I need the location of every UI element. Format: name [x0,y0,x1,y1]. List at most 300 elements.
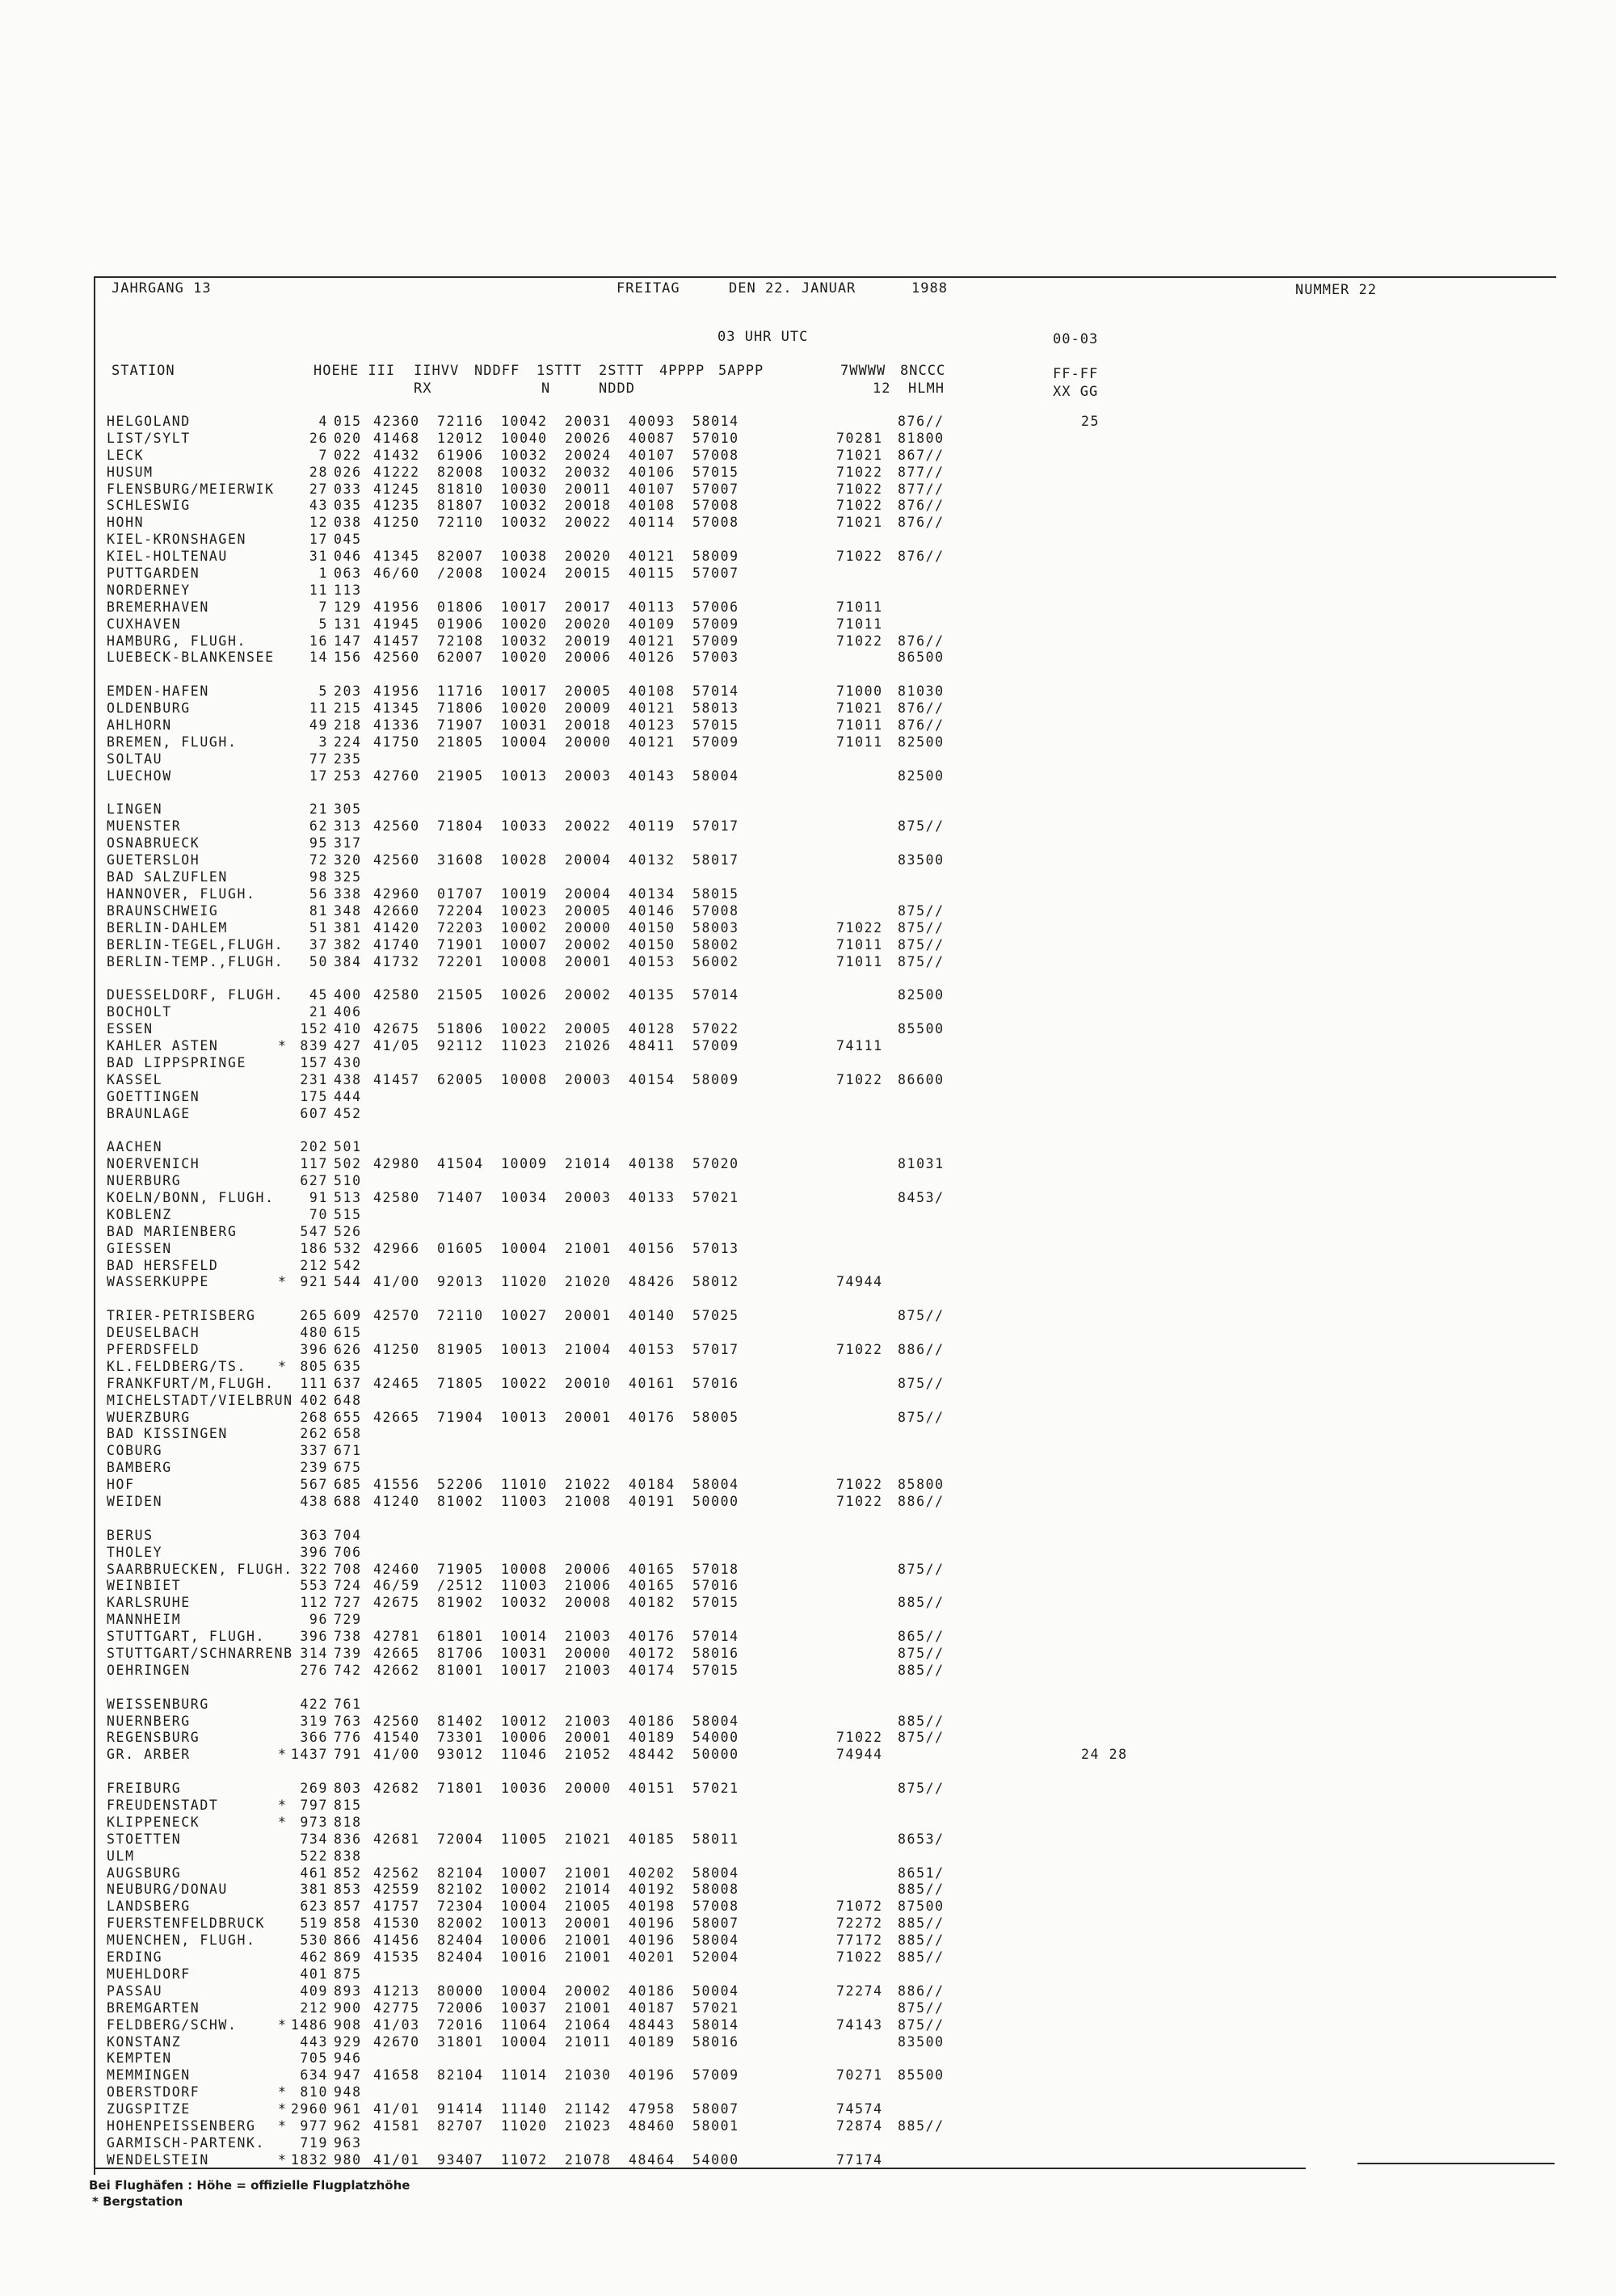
table-row [107,1578,1480,1595]
4pppp-value: 40176 [629,1629,675,1645]
5appp-value: 50004 [692,1983,739,1999]
8nccc-value: 82500 [898,987,945,1003]
1sttt-value: 10002 [501,919,548,936]
2sttt-value: 21006 [565,1578,612,1594]
nddff-value: 72110 [437,515,484,531]
4pppp-value: 40191 [629,1494,675,1509]
station-id: 544 [334,1274,362,1290]
2sttt-value: 20006 [565,1561,612,1577]
table-row [107,465,1480,481]
table-row [107,1899,1480,1915]
7wwww-value: 71000 [836,683,883,700]
1sttt-value: 10022 [501,1375,548,1391]
5appp-value: 58011 [692,1831,739,1847]
table-row [107,903,1480,920]
iihvv-value: 41956 [373,683,420,700]
station-name: BREMEN, FLUGH. [107,734,238,750]
5appp-value: 57014 [692,987,739,1003]
station-name: WASSERKUPPE [107,1274,209,1290]
station-name: DEUSELBACH [107,1325,200,1341]
station-name: TRIER-PETRISBERG [107,1308,256,1324]
station-id: 510 [334,1173,362,1189]
hoehe-value: 734 [300,1831,328,1847]
hoehe-value: 805 [300,1358,328,1374]
weekday: FREITAG [617,280,680,296]
2sttt-value: 21003 [565,1662,612,1678]
station-id: 338 [334,885,362,902]
station-name: BAMBERG [107,1460,172,1476]
nddff-value: 72110 [437,1308,484,1324]
2sttt-value: 21078 [565,2151,612,2168]
7wwww-value: 72874 [836,2117,883,2134]
2sttt-value: 21001 [565,1865,612,1881]
station-id: 532 [334,1240,362,1256]
7wwww-value: 74944 [836,1747,883,1763]
5appp-value: 57022 [692,1021,739,1037]
8nccc-value: 877// [898,481,945,497]
station-id: 501 [334,1139,362,1155]
table-row [107,1932,1480,1949]
station-id: 838 [334,1848,362,1864]
iihvv-value: 42966 [373,1240,420,1256]
4pppp-value: 48443 [629,2016,675,2033]
7wwww-value: 71022 [836,481,883,497]
7wwww-value: 74574 [836,2101,883,2117]
iihvv-value: 42781 [373,1629,420,1645]
iihvv-value: 42775 [373,2000,420,2016]
2sttt-value: 20010 [565,1375,612,1391]
5appp-value: 50000 [692,1747,739,1763]
table-row [107,2101,1480,2118]
table-row [107,1562,1480,1579]
1sttt-value: 10032 [501,1595,548,1611]
iihvv-value: 42460 [373,1561,420,1577]
8nccc-value: 875// [898,936,945,952]
table-row [107,2034,1480,2051]
nddff-value: /2512 [437,1578,484,1594]
1sttt-value: 10012 [501,1713,548,1729]
hoehe-value: 31 [309,549,328,565]
station-name: THOLEY [107,1544,163,1560]
mountain-marker: * [278,1814,288,1830]
hoehe-value: 396 [300,1341,328,1357]
1sttt-value: 10040 [501,430,548,446]
4pppp-value: 40126 [629,650,675,666]
iihvv-value: 42681 [373,1831,420,1847]
8nccc-value: 885// [898,1713,945,1729]
station-id: 305 [334,801,362,818]
station-name: BERLIN-DAHLEM [107,919,228,936]
table-row [107,1798,1480,1815]
5appp-value: 54000 [692,2151,739,2168]
4pppp-value: 48460 [629,2117,675,2134]
hoehe-value: 4 [318,414,328,429]
iihvv-value: 41/01 [373,2151,420,2168]
4pppp-value: 40189 [629,2033,675,2050]
8nccc-value: 876// [898,414,945,429]
5appp-value: 57013 [692,1240,739,1256]
nddff-value: 82008 [437,464,484,480]
iihvv-value: 41535 [373,1949,420,1966]
station-id: 635 [334,1358,362,1374]
mountain-marker: * [278,1358,288,1374]
station-name: NUERNBERG [107,1713,191,1729]
hoehe-value: 797 [300,1798,328,1814]
1sttt-value: 10004 [501,1899,548,1915]
nddff-value: 31608 [437,852,484,868]
station-name: HANNOVER, FLUGH. [107,885,256,902]
2sttt-value: 21003 [565,1629,612,1645]
hoehe-value: 12 [309,515,328,531]
hoehe-value: 262 [300,1426,328,1442]
hoehe-value: 381 [300,1882,328,1898]
station-id: 348 [334,902,362,919]
nddff-value: 82404 [437,1932,484,1949]
1sttt-value: 10032 [501,498,548,514]
hoehe-value: 212 [300,1257,328,1273]
table-row [107,1966,1480,1983]
1sttt-value: 11005 [501,1831,548,1847]
station-name: LECK [107,447,145,463]
station-name: BERUS [107,1527,154,1543]
table-row [107,1325,1480,1342]
station-name: FLENSBURG/MEIERWIK [107,481,275,497]
station-name: OEHRINGEN [107,1662,191,1678]
nddff-value: 82104 [437,2067,484,2084]
table-row [107,1410,1480,1427]
station-id: 063 [334,566,362,582]
col-station: STATION [112,363,175,379]
table-row [107,1139,1480,1156]
1sttt-value: 10038 [501,549,548,565]
station-name: SAARBRUECKEN, FLUGH. [107,1561,293,1577]
ff-value: 25 [1081,414,1100,429]
1sttt-value: 10024 [501,566,548,582]
col-5appp: 5APPP [718,363,764,379]
hoehe-value: 98 [309,869,328,885]
5appp-value: 58015 [692,885,739,902]
hoehe-value: 438 [300,1494,328,1509]
2sttt-value: 21022 [565,1477,612,1493]
hoehe-value: 45 [309,987,328,1003]
1sttt-value: 10026 [501,987,548,1003]
1sttt-value: 10032 [501,447,548,463]
station-id: 980 [334,2151,362,2168]
7wwww-value: 71022 [836,1071,883,1087]
5appp-value: 58014 [692,414,739,429]
2sttt-value: 21001 [565,2000,612,2016]
station-name: KOELN/BONN, FLUGH. [107,1189,275,1205]
table-row [107,2017,1480,2034]
hoehe-value: 5 [318,616,328,632]
7wwww-value: 71021 [836,515,883,531]
1sttt-value: 10004 [501,1983,548,1999]
station-name: STUTTGART, FLUGH. [107,1629,266,1645]
station-id: 113 [334,582,362,598]
hoehe-value: 634 [300,2067,328,2084]
iihvv-value: 41556 [373,1477,420,1493]
5appp-value: 58003 [692,919,739,936]
table-row [107,2118,1480,2135]
station-table [107,414,1480,2169]
nddff-value: 82404 [437,1949,484,1966]
4pppp-value: 48411 [629,1037,675,1053]
2sttt-value: 20017 [565,599,612,615]
station-id: 325 [334,869,362,885]
hoehe-value: 1832 [290,2151,328,2168]
hoehe-value: 480 [300,1325,328,1341]
iihvv-value: 42360 [373,414,420,429]
2sttt-value: 21001 [565,1240,612,1256]
4pppp-value: 40121 [629,734,675,750]
row-spacer [107,970,1480,987]
4pppp-value: 40176 [629,1409,675,1425]
8nccc-value: 875// [898,1308,945,1324]
7wwww-value: 74111 [836,1037,883,1053]
2sttt-value: 20020 [565,616,612,632]
hoehe-value: 1486 [290,2016,328,2033]
table-row [107,1072,1480,1089]
7wwww-value: 71072 [836,1899,883,1915]
5appp-value: 57015 [692,464,739,480]
station-id: 908 [334,2016,362,2033]
station-id: 129 [334,599,362,615]
2sttt-value: 21004 [565,1341,612,1357]
station-id: 131 [334,616,362,632]
table-row [107,954,1480,971]
7wwww-value: 71011 [836,936,883,952]
2sttt-value: 20018 [565,498,612,514]
nddff-value: 81810 [437,481,484,497]
station-id: 763 [334,1713,362,1729]
station-name: NOERVENICH [107,1156,200,1172]
hoehe-value: 276 [300,1662,328,1678]
station-name: PFERDSFELD [107,1341,200,1357]
iihvv-value: 41345 [373,700,420,717]
nddff-value: 82102 [437,1882,484,1898]
hoehe-value: 401 [300,1966,328,1982]
iihvv-value: 41/00 [373,1274,420,1290]
8nccc-value: 885// [898,1949,945,1966]
hoehe-value: 50 [309,953,328,969]
5appp-value: 57007 [692,481,739,497]
station-id: 961 [334,2101,362,2117]
5appp-value: 57017 [692,818,739,835]
iihvv-value: 41235 [373,498,420,514]
nddff-value: 71805 [437,1375,484,1391]
table-row [107,886,1480,903]
2sttt-value: 20000 [565,1646,612,1662]
station-name: MUENCHEN, FLUGH. [107,1932,256,1949]
2sttt-value: 20001 [565,953,612,969]
hoehe-value: 839 [300,1037,328,1053]
1sttt-value: 11023 [501,1037,548,1053]
col-hoehe: HOEHE III [314,363,396,379]
station-id: 038 [334,515,362,531]
hoehe-value: 322 [300,1561,328,1577]
8nccc-value: 81800 [898,430,945,446]
table-row [107,633,1480,650]
1sttt-value: 11140 [501,2101,548,2117]
station-name: BRAUNLAGE [107,1105,191,1121]
5appp-value: 58009 [692,1071,739,1087]
station-name: AACHEN [107,1139,163,1155]
station-name: MANNHEIM [107,1612,182,1628]
mountain-marker: * [278,2084,288,2100]
nddff-value: 81902 [437,1595,484,1611]
5appp-value: 50000 [692,1494,739,1509]
station-name: KARLSRUHE [107,1595,191,1611]
1sttt-value: 10004 [501,734,548,750]
5appp-value: 58012 [692,1274,739,1290]
station-name: CUXHAVEN [107,616,182,632]
hoehe-value: 43 [309,498,328,514]
2sttt-value: 21005 [565,1899,612,1915]
iihvv-value: 42560 [373,650,420,666]
station-id: 626 [334,1341,362,1357]
table-row [107,1308,1480,1325]
station-id: 675 [334,1460,362,1476]
4pppp-value: 40184 [629,1477,675,1493]
station-id: 655 [334,1409,362,1425]
station-name: GARMISCH-PARTENK. [107,2134,266,2151]
1sttt-value: 10017 [501,1662,548,1678]
station-name: BAD SALZUFLEN [107,869,228,885]
4pppp-value: 40128 [629,1021,675,1037]
7wwww-value: 71011 [836,953,883,969]
2sttt-value: 20022 [565,818,612,835]
table-row [107,2067,1480,2084]
station-id: 875 [334,1966,362,1982]
2sttt-value: 20003 [565,1189,612,1205]
1sttt-value: 10008 [501,953,548,969]
nddff-value: 12012 [437,430,484,446]
nddff-value: 01707 [437,885,484,902]
7wwww-value: 71022 [836,464,883,480]
4pppp-value: 40140 [629,1308,675,1324]
station-name: COBURG [107,1443,163,1459]
station-id: 857 [334,1899,362,1915]
mountain-marker: * [278,1274,288,1290]
4pppp-value: 40196 [629,1932,675,1949]
iihvv-value: 42960 [373,885,420,902]
1sttt-value: 11003 [501,1494,548,1509]
station-id: 526 [334,1223,362,1239]
2sttt-value: 20003 [565,767,612,784]
hoehe-value: 17 [309,767,328,784]
jahrgang: JAHRGANG 13 [112,280,212,296]
iihvv-value: 41222 [373,464,420,480]
station-id: 313 [334,818,362,835]
4pppp-value: 40109 [629,616,675,632]
1sttt-value: 10016 [501,1949,548,1966]
1sttt-value: 10007 [501,936,548,952]
5appp-value: 57021 [692,2000,739,2016]
station-id: 704 [334,1527,362,1543]
station-id: 706 [334,1544,362,1560]
1sttt-value: 10032 [501,633,548,649]
2sttt-value: 20024 [565,447,612,463]
8nccc-value: 885// [898,1662,945,1678]
station-name: PUTTGARDEN [107,566,200,582]
7wwww-value: 71022 [836,919,883,936]
2sttt-value: 20002 [565,987,612,1003]
station-id: 637 [334,1375,362,1391]
8nccc-value: 865// [898,1629,945,1645]
hoehe-value: 319 [300,1713,328,1729]
2sttt-value: 21014 [565,1156,612,1172]
hoehe-value: 26 [309,430,328,446]
station-id: 858 [334,1915,362,1932]
hoehe-value: 396 [300,1544,328,1560]
nddff-value: 21505 [437,987,484,1003]
1sttt-value: 10007 [501,1865,548,1881]
8nccc-value: 885// [898,2117,945,2134]
5appp-value: 57015 [692,1595,739,1611]
station-id: 218 [334,717,362,734]
iihvv-value: 41/03 [373,2016,420,2033]
8nccc-value: 875// [898,1781,945,1797]
iihvv-value: 41530 [373,1915,420,1932]
5appp-value: 58005 [692,1409,739,1425]
5appp-value: 57008 [692,498,739,514]
7wwww-value: 71022 [836,1494,883,1509]
hoehe-value: 627 [300,1173,328,1189]
table-row [107,549,1480,566]
hoehe-value: 2960 [290,2101,328,2117]
station-name: OBERSTDORF [107,2084,200,2100]
table-row [107,498,1480,515]
hoehe-value: 443 [300,2033,328,2050]
iihvv-value: 41658 [373,2067,420,2084]
station-name: WEINBIET [107,1578,182,1594]
2sttt-value: 20005 [565,683,612,700]
4pppp-value: 40113 [629,599,675,615]
station-name: SOLTAU [107,751,163,767]
iihvv-value: 42662 [373,1662,420,1678]
station-id: 253 [334,767,362,784]
1sttt-value: 10009 [501,1156,548,1172]
4pppp-value: 40093 [629,414,675,429]
2sttt-value: 20000 [565,919,612,936]
station-id: 026 [334,464,362,480]
iihvv-value: 41345 [373,549,420,565]
hoehe-value: 11 [309,582,328,598]
nddff-value: 81002 [437,1494,484,1509]
5appp-value: 58004 [692,1865,739,1881]
nddff-value: 71407 [437,1189,484,1205]
5appp-value: 57009 [692,734,739,750]
table-row [107,2152,1480,2169]
table-row [107,566,1480,582]
4pppp-value: 40189 [629,1730,675,1746]
1sttt-value: 11010 [501,1477,548,1493]
5appp-value: 58013 [692,700,739,717]
5appp-value: 58004 [692,1477,739,1493]
hoehe-value: 461 [300,1865,328,1881]
8nccc-value: 85800 [898,1477,945,1493]
4pppp-value: 48464 [629,2151,675,2168]
nddff-value: 31801 [437,2033,484,2050]
hoehe-value: 27 [309,481,328,497]
iihvv-value: 41250 [373,1341,420,1357]
1sttt-value: 10020 [501,616,548,632]
4pppp-value: 40153 [629,1341,675,1357]
station-name: BREMERHAVEN [107,599,209,615]
iihvv-value: 41420 [373,919,420,936]
station-name: WEIDEN [107,1494,163,1509]
5appp-value: 57015 [692,1662,739,1678]
